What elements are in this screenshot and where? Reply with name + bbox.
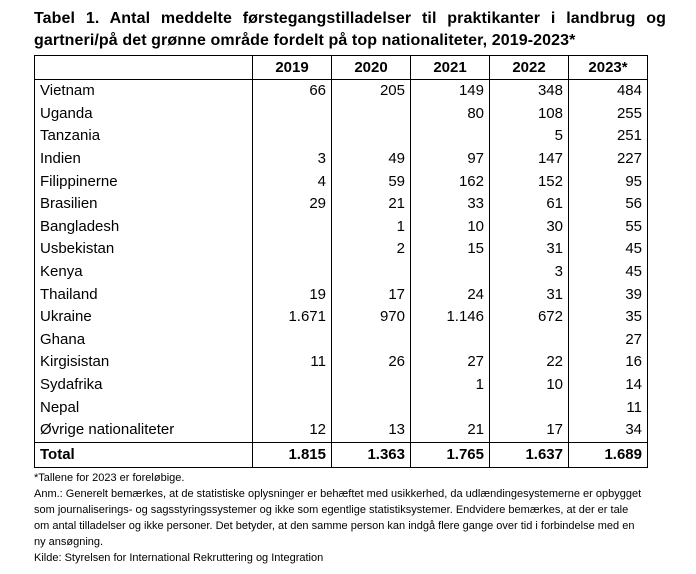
value-cell: 19 bbox=[253, 283, 332, 306]
value-cell: 255 bbox=[569, 103, 648, 126]
value-cell bbox=[253, 125, 332, 148]
value-cell bbox=[411, 396, 490, 419]
value-cell: 16 bbox=[569, 351, 648, 374]
value-cell: 31 bbox=[490, 238, 569, 261]
table-row bbox=[35, 329, 648, 352]
value-cell: 672 bbox=[490, 306, 569, 329]
row-label: Nepal bbox=[35, 396, 253, 419]
table-row bbox=[35, 125, 648, 148]
value-cell: 24 bbox=[411, 283, 490, 306]
table-title: Tabel 1. Antal meddelte førstegangstilladelser til praktikanter i landbrug og gartneri/på det grønne område fordelt på top nationaliteter, 2019-2023* bbox=[34, 10, 666, 49]
value-cell: 12 bbox=[253, 419, 332, 442]
document bbox=[34, 8, 666, 566]
header-cell-blank bbox=[35, 56, 253, 80]
value-cell bbox=[253, 238, 332, 261]
table-row bbox=[35, 374, 648, 397]
value-cell: 33 bbox=[411, 193, 490, 216]
value-cell bbox=[411, 125, 490, 148]
value-cell: 21 bbox=[411, 419, 490, 442]
value-cell: 27 bbox=[411, 351, 490, 374]
value-cell: 251 bbox=[569, 125, 648, 148]
row-label: Uganda bbox=[35, 103, 253, 126]
value-cell: 205 bbox=[332, 80, 411, 103]
value-cell bbox=[253, 261, 332, 284]
value-cell bbox=[332, 261, 411, 284]
row-label: Øvrige nationaliteter bbox=[35, 419, 253, 442]
row-label: Bangladesh bbox=[35, 216, 253, 239]
value-cell: 348 bbox=[490, 80, 569, 103]
value-cell: 10 bbox=[490, 374, 569, 397]
header-row bbox=[35, 56, 648, 80]
header-cell-2022: 2022 bbox=[490, 56, 569, 80]
table-row bbox=[35, 193, 648, 216]
value-cell: 227 bbox=[569, 148, 648, 171]
value-cell bbox=[253, 374, 332, 397]
header-cell-2021: 2021 bbox=[411, 56, 490, 80]
value-cell: 66 bbox=[253, 80, 332, 103]
value-cell: 49 bbox=[332, 148, 411, 171]
value-cell: 970 bbox=[332, 306, 411, 329]
value-cell: 1 bbox=[411, 374, 490, 397]
value-cell: 56 bbox=[569, 193, 648, 216]
value-cell: 17 bbox=[332, 283, 411, 306]
value-cell: 11 bbox=[569, 396, 648, 419]
value-cell: 95 bbox=[569, 170, 648, 193]
table-row bbox=[35, 283, 648, 306]
row-label: Filippinerne bbox=[35, 170, 253, 193]
value-cell: 13 bbox=[332, 419, 411, 442]
value-cell: 1.689 bbox=[569, 442, 648, 467]
value-cell: 1.765 bbox=[411, 442, 490, 467]
header-cell-2019: 2019 bbox=[253, 56, 332, 80]
value-cell: 1.146 bbox=[411, 306, 490, 329]
notes bbox=[34, 470, 646, 566]
value-cell: 39 bbox=[569, 283, 648, 306]
value-cell: 149 bbox=[411, 80, 490, 103]
value-cell bbox=[253, 329, 332, 352]
value-cell: 29 bbox=[253, 193, 332, 216]
header-cell-2020: 2020 bbox=[332, 56, 411, 80]
table-row bbox=[35, 148, 648, 171]
value-cell: 3 bbox=[253, 148, 332, 171]
table-row bbox=[35, 170, 648, 193]
value-cell bbox=[411, 261, 490, 284]
table-row bbox=[35, 80, 648, 103]
value-cell: 27 bbox=[569, 329, 648, 352]
value-cell bbox=[490, 329, 569, 352]
table-row bbox=[35, 306, 648, 329]
value-cell: 484 bbox=[569, 80, 648, 103]
value-cell: 21 bbox=[332, 193, 411, 216]
value-cell: 1.363 bbox=[332, 442, 411, 467]
table-row bbox=[35, 396, 648, 419]
table-row bbox=[35, 261, 648, 284]
value-cell bbox=[253, 103, 332, 126]
source: Kilde: Styrelsen for International Rekruttering og Integration bbox=[34, 551, 324, 564]
value-cell: 15 bbox=[411, 238, 490, 261]
value-cell: 3 bbox=[490, 261, 569, 284]
table-row bbox=[35, 419, 648, 442]
value-cell: 1.637 bbox=[490, 442, 569, 467]
value-cell: 26 bbox=[332, 351, 411, 374]
footnote: *Tallene for 2023 er foreløbige. bbox=[34, 471, 185, 484]
value-cell: 17 bbox=[490, 419, 569, 442]
header-cell-2023: 2023* bbox=[569, 56, 648, 80]
row-label: Kirgisistan bbox=[35, 351, 253, 374]
value-cell bbox=[332, 396, 411, 419]
remark: Anm.: Generelt bemærkes, at de statistiske oplysninger er behæftet med usikkerhed, da udlændingesystemerne er opbygget som journaliserings- og sagsstyringssystemer og ikke som egentlige statistiksystemer. Endvidere bemærkes, at der er tale om antal tilladelser og ikke personer. Det betyder, at den samme person kan indgå flere gange over tid i forbindelse med en ny ansøgning. bbox=[34, 487, 642, 548]
value-cell: 2 bbox=[332, 238, 411, 261]
value-cell: 4 bbox=[253, 170, 332, 193]
value-cell: 1.815 bbox=[253, 442, 332, 467]
value-cell: 30 bbox=[490, 216, 569, 239]
row-label: Ghana bbox=[35, 329, 253, 352]
value-cell: 108 bbox=[490, 103, 569, 126]
row-label: Sydafrika bbox=[35, 374, 253, 397]
value-cell: 14 bbox=[569, 374, 648, 397]
value-cell: 45 bbox=[569, 261, 648, 284]
value-cell bbox=[253, 396, 332, 419]
value-cell: 147 bbox=[490, 148, 569, 171]
table-row bbox=[35, 103, 648, 126]
row-label: Indien bbox=[35, 148, 253, 171]
permits-table bbox=[34, 55, 648, 468]
table-row bbox=[35, 238, 648, 261]
row-label: Brasilien bbox=[35, 193, 253, 216]
row-label: Ukraine bbox=[35, 306, 253, 329]
value-cell: 45 bbox=[569, 238, 648, 261]
table-body bbox=[35, 80, 648, 468]
value-cell: 152 bbox=[490, 170, 569, 193]
value-cell: 59 bbox=[332, 170, 411, 193]
table-row bbox=[35, 216, 648, 239]
value-cell: 61 bbox=[490, 193, 569, 216]
value-cell: 55 bbox=[569, 216, 648, 239]
value-cell: 1 bbox=[332, 216, 411, 239]
value-cell bbox=[490, 396, 569, 419]
value-cell: 5 bbox=[490, 125, 569, 148]
value-cell: 22 bbox=[490, 351, 569, 374]
value-cell: 34 bbox=[569, 419, 648, 442]
row-label: Usbekistan bbox=[35, 238, 253, 261]
row-label: Tanzania bbox=[35, 125, 253, 148]
value-cell bbox=[411, 329, 490, 352]
value-cell: 35 bbox=[569, 306, 648, 329]
value-cell: 11 bbox=[253, 351, 332, 374]
value-cell bbox=[332, 125, 411, 148]
value-cell: 80 bbox=[411, 103, 490, 126]
value-cell bbox=[332, 103, 411, 126]
value-cell bbox=[332, 374, 411, 397]
value-cell bbox=[332, 329, 411, 352]
row-label: Total bbox=[35, 442, 253, 467]
value-cell: 1.671 bbox=[253, 306, 332, 329]
total-row bbox=[35, 442, 648, 467]
value-cell: 97 bbox=[411, 148, 490, 171]
table-row bbox=[35, 351, 648, 374]
value-cell: 10 bbox=[411, 216, 490, 239]
row-label: Thailand bbox=[35, 283, 253, 306]
row-label: Kenya bbox=[35, 261, 253, 284]
row-label: Vietnam bbox=[35, 80, 253, 103]
value-cell: 162 bbox=[411, 170, 490, 193]
value-cell bbox=[253, 216, 332, 239]
value-cell: 31 bbox=[490, 283, 569, 306]
